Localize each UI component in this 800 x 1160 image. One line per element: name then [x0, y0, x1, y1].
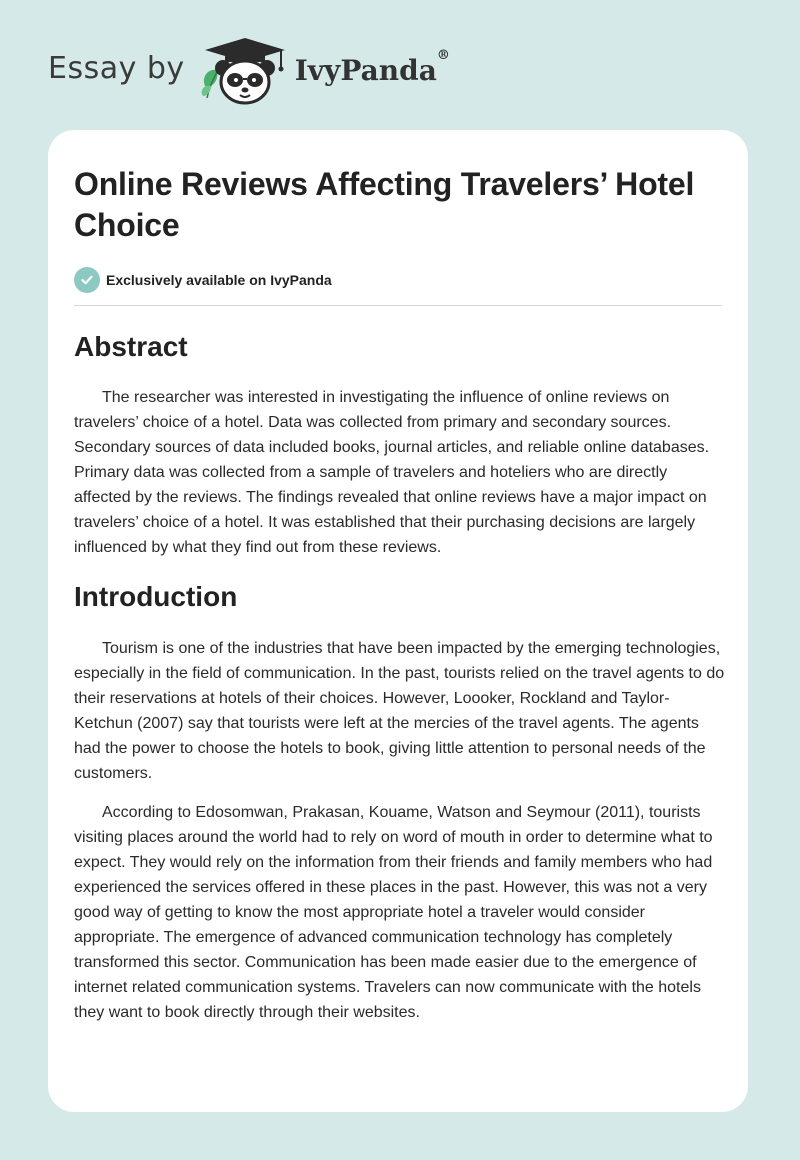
article-title: Online Reviews Affecting Travelers’ Hotel Choice: [74, 166, 695, 243]
section-heading-introduction: Introduction: [74, 581, 238, 612]
registered-mark: ®: [436, 48, 450, 64]
title-divider: [74, 305, 722, 306]
check-circle-icon: [74, 267, 100, 293]
article-card: [48, 130, 748, 1112]
section-heading-abstract: Abstract: [74, 331, 188, 362]
panda-logo-icon[interactable]: [199, 36, 291, 108]
essay-by-label: Essay by: [48, 50, 185, 86]
exclusive-badge: [74, 266, 722, 294]
site-header: [48, 36, 508, 108]
introduction-paragraph-2: According to Edosomwan, Prakasan, Kouame, Watson and Seymour (2011), tourists visiting places around the world had to rely on word of mouth in order to determine what to expect. They would rely on the information from their friends and family members who had experienced the services offered in these places in the past. However, this was not a very good way of getting to know the most appropriate hotel a traveler would consider appropriate. The emergence of advanced communication technology has completely transformed this sector. Communication has been made easier due to the emergence of internet related communication systems. Travelers can now communicate with the hotels they want to book directly through their websites.: [74, 804, 713, 1021]
abstract-paragraph: The researcher was interested in investigating the influence of online reviews on travelers’ choice of a hotel. Data was collected from primary and secondary sources. Secondary sources of data included books, journal articles, and reliable online databases. Primary data was collected from a sample of travelers and hoteliers who are directly affected by the reviews. The findings revealed that online reviews have a major impact on travelers’ choice of a hotel. It was established that their purchasing decisions are largely influenced by what they find out from these reviews.: [74, 389, 710, 556]
introduction-paragraph-1: Tourism is one of the industries that have been impacted by the emerging technologies, especially in the field of communication. In the past, tourists relied on the travel agents to do their reservations at hotels of their choices. However, Loooker, Rockland and Taylor-Ketchun (2007) say that tourists were left at the mercies of the travel agents. The agents had the power to choose the hotels to book, giving little attention to personal needs of the customers.: [74, 640, 725, 782]
brand-name[interactable]: [294, 48, 450, 87]
exclusive-badge-label: Exclusively available on IvyPanda: [106, 272, 332, 288]
brand-label: IvyPanda: [294, 53, 437, 87]
